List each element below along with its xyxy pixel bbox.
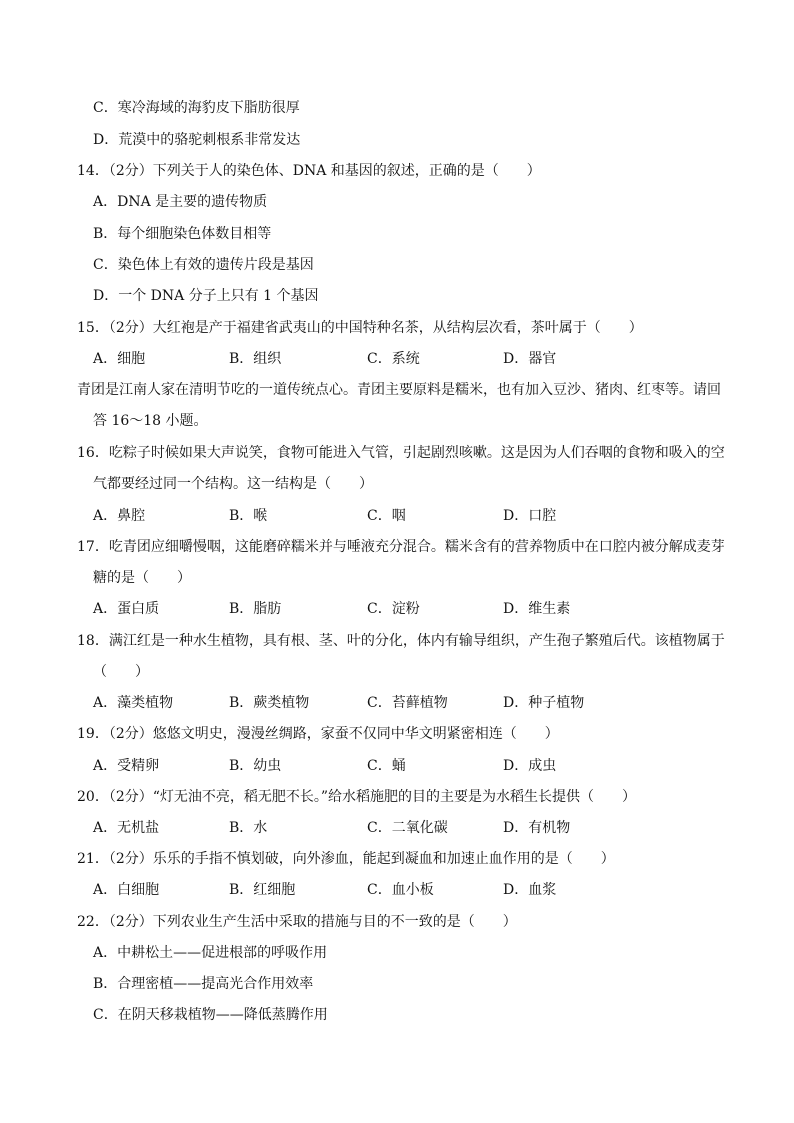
q16-option-d: D．口腔 (503, 508, 557, 524)
q17-option-a: A．蛋白质 (93, 601, 160, 617)
q18-option-c: C．苔藓植物 (367, 695, 448, 711)
q13-option-d: D．荒漠中的骆驼刺根系非常发达 (93, 132, 301, 148)
q20-option-c: C．二氧化碳 (367, 820, 448, 836)
q20-option-b: B．水 (229, 820, 268, 836)
q21-option-b: B．红细胞 (229, 882, 296, 898)
q14-option-d: D．一个 DNA 分子上只有 1 个基因 (93, 288, 319, 304)
q21-stem: 21．（2分）乐乐的手指不慎划破，向外渗血，能起到凝血和加速止血作用的是（ ） (77, 851, 615, 867)
q17-option-d: D．维生素 (503, 601, 571, 617)
q14-option-c: C．染色体上有效的遗传片段是基因 (93, 257, 314, 273)
passage-line-1: 青团是江南人家在清明节吃的一道传统点心。青团主要原料是糯米，也有加入豆沙、猪肉、红枣等。请回 (77, 382, 721, 398)
q16-stem-line-2: 气都要经过同一个结构。这一结构是（ ） (93, 476, 373, 492)
q16-option-b: B．喉 (229, 508, 268, 524)
q17-option-b: B．脂肪 (229, 601, 282, 617)
q19-option-d: D．成虫 (503, 758, 557, 774)
q15-option-a: A．细胞 (93, 351, 146, 367)
q14-option-a: A．DNA 是主要的遗传物质 (93, 194, 268, 210)
q19-option-c: C．蛹 (367, 758, 406, 774)
q18-stem-line-2: （ ） (93, 664, 149, 680)
q15-option-b: B．组织 (229, 351, 282, 367)
q20-option-d: D．有机物 (503, 820, 571, 836)
q18-option-b: B．蕨类植物 (229, 695, 310, 711)
q22-option-a: A．中耕松土——促进根部的呼吸作用 (93, 945, 328, 961)
q17-stem-line-2: 糖的是（ ） (93, 570, 191, 586)
q14-option-b: B．每个细胞染色体数目相等 (93, 226, 272, 242)
q22-stem: 22．（2分）下列农业生产生活中采取的措施与目的不一致的是（ ） (77, 914, 517, 930)
q15-option-d: D．器官 (503, 351, 557, 367)
q17-option-c: C．淀粉 (367, 601, 420, 617)
q22-option-b: B．合理密植——提高光合作用效率 (93, 976, 314, 992)
q20-option-a: A．无机盐 (93, 820, 160, 836)
q21-option-d: D．血浆 (503, 882, 557, 898)
q20-stem: 20．（2分）“灯无油不亮，稻无肥不长。”给水稻施肥的目的主要是为水稻生长提供（ ） (77, 789, 637, 805)
q16-option-a: A．鼻腔 (93, 508, 146, 524)
passage-line-2: 答 16～18 小题。 (93, 413, 208, 429)
q21-option-a: A．白细胞 (93, 882, 160, 898)
q16-stem-line-1: 16．吃粽子时候如果大声说笑，食物可能进入气管，引起剧烈咳嗽。这是因为人们吞咽的食物和吸入的空 (77, 445, 725, 461)
q18-option-d: D．种子植物 (503, 695, 585, 711)
q19-option-a: A．受精卵 (93, 758, 160, 774)
q13-option-c: C．寒冷海域的海豹皮下脂肪很厚 (93, 100, 300, 116)
q19-stem: 19．（2分）悠悠文明史，漫漫丝绸路，家蚕不仅同中华文明紧密相连（ ） (77, 726, 559, 742)
q15-option-c: C．系统 (367, 351, 420, 367)
q19-option-b: B．幼虫 (229, 758, 282, 774)
q21-option-c: C．血小板 (367, 882, 434, 898)
q22-option-c: C．在阴天移栽植物——降低蒸腾作用 (93, 1007, 328, 1023)
q15-stem: 15．（2分）大红袍是产于福建省武夷山的中国特种名茶，从结构层次看，茶叶属于（ ） (77, 320, 643, 336)
q18-stem-line-1: 18．满江红是一种水生植物，具有根、茎、叶的分化，体内有输导组织，产生孢子繁殖后代。该植物属于 (77, 633, 725, 649)
q16-option-c: C．咽 (367, 508, 406, 524)
q18-option-a: A．藻类植物 (93, 695, 174, 711)
q17-stem-line-1: 17．吃青团应细嚼慢咽，这能磨碎糯米并与唾液充分混合。糯米含有的营养物质中在口腔内被分解成麦芽 (77, 539, 725, 555)
q14-stem: 14．（2分）下列关于人的染色体、DNA 和基因的叙述，正确的是（ ） (77, 163, 541, 179)
